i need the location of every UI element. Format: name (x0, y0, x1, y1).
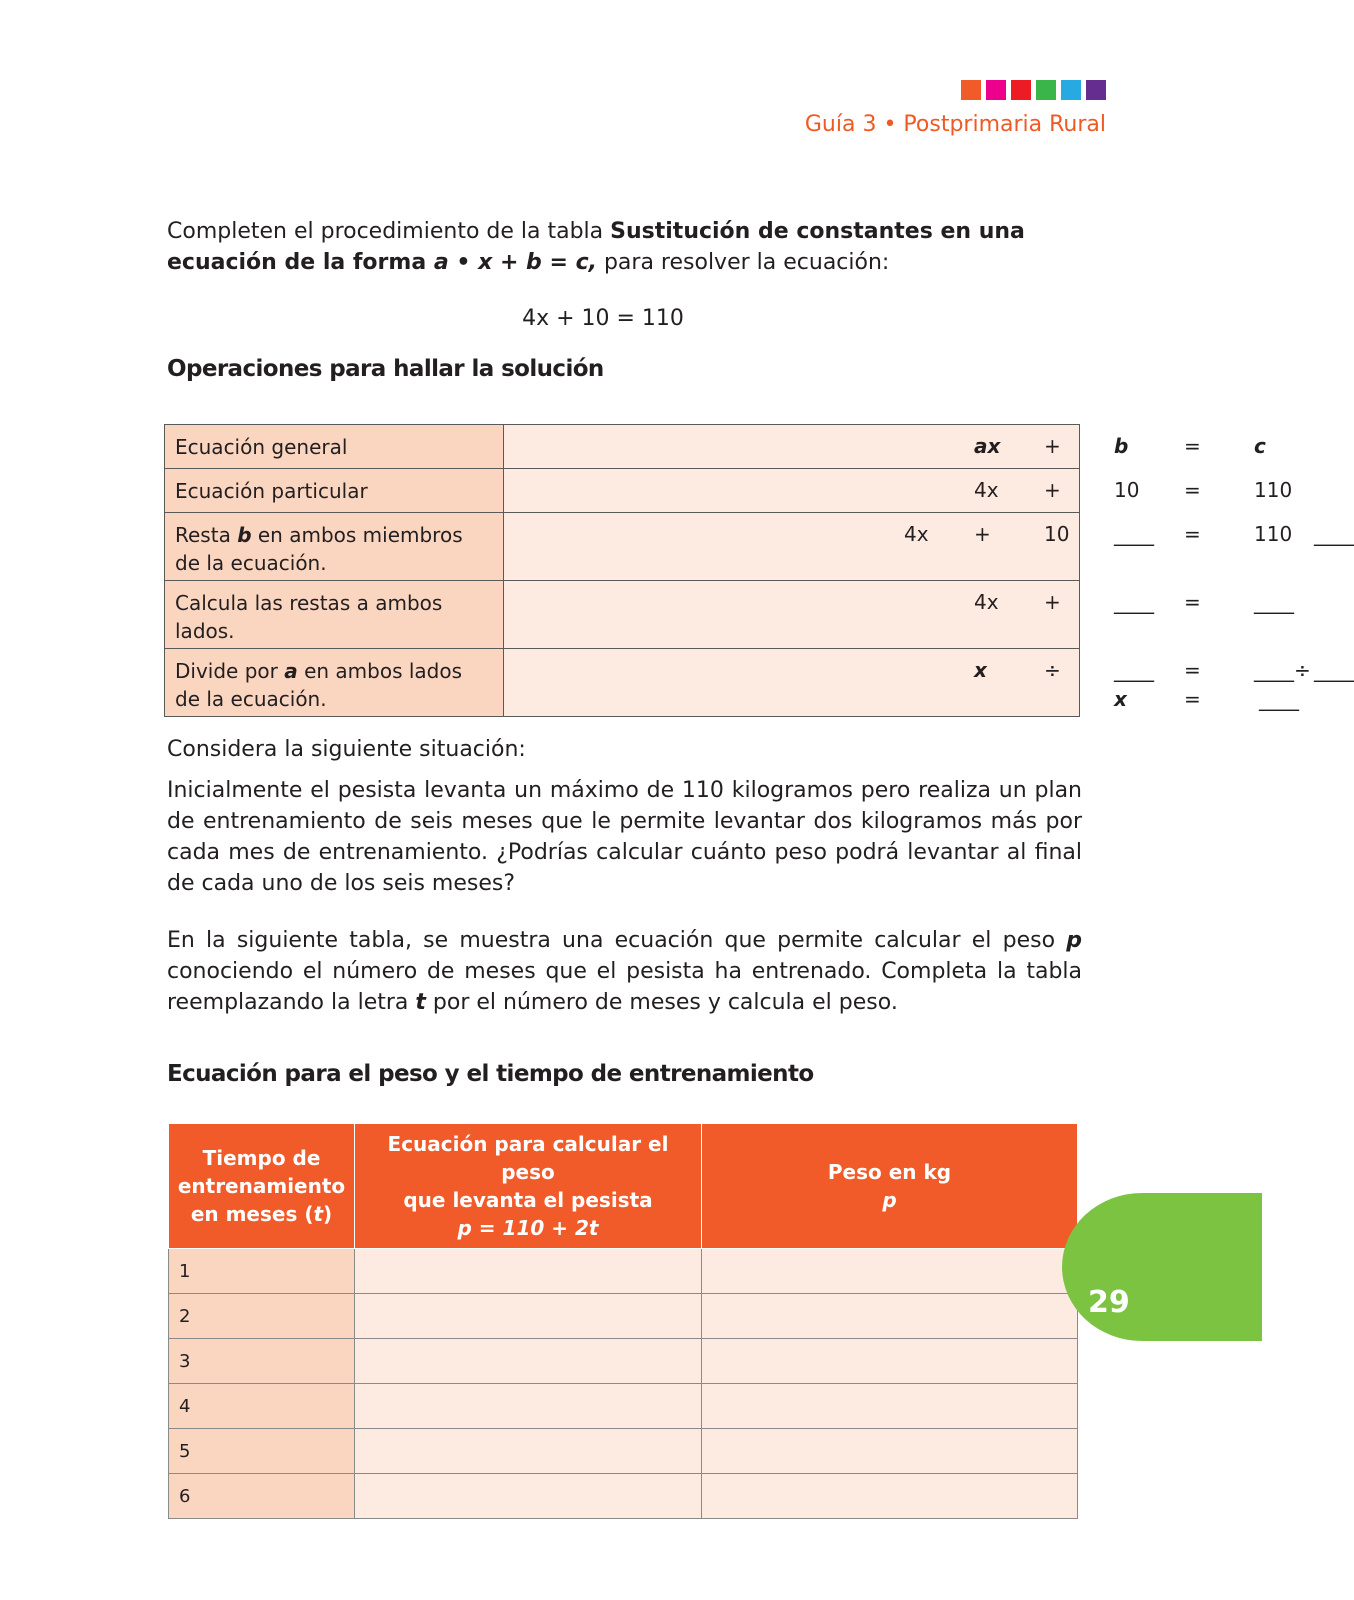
instruction-text: En la siguiente tabla, se muestra una ecuación que permite calcular el peso (167, 928, 1067, 953)
table-row (169, 1429, 1078, 1474)
op-divide: ÷ (1044, 658, 1061, 682)
equation-cell[interactable] (355, 1429, 702, 1474)
header-time (169, 1124, 355, 1249)
label-text: en ambos miembros de la ecuación. (175, 523, 463, 575)
answer-blank[interactable]: ____ (1259, 687, 1299, 711)
month-cell: 6 (169, 1474, 355, 1519)
color-swatch (961, 80, 981, 100)
term-b: b (1114, 434, 1129, 458)
term-x: x (974, 658, 987, 682)
table-row (169, 1339, 1078, 1384)
color-swatch (986, 80, 1006, 100)
formula-x: x (478, 250, 493, 275)
ops-label: Ecuación general (165, 425, 504, 469)
weight-cell[interactable] (702, 1474, 1078, 1519)
term-ax: ax (974, 434, 1001, 458)
intro-text-end: para resolver la ecuación: (596, 250, 890, 275)
op-equals: = (1184, 658, 1201, 682)
weight-cell[interactable] (702, 1339, 1078, 1384)
month-cell: 1 (169, 1249, 355, 1294)
op-equals: = (1184, 522, 1201, 546)
var-t: t (313, 1202, 324, 1226)
ops-label (165, 649, 504, 717)
header-line: ) (323, 1202, 333, 1226)
var-p: p (1066, 928, 1082, 953)
ops-expression (504, 581, 1294, 649)
table2-title: Ecuación para el peso y el tiempo de entrenamiento (167, 1061, 814, 1087)
term-ax: 4x (904, 522, 929, 546)
term-x: x (1114, 687, 1127, 711)
ops-label: Calcula las restas a ambos lados. (165, 581, 504, 649)
month-cell: 3 (169, 1339, 355, 1384)
formula-c: c, (575, 250, 597, 275)
term-c: 110 (1254, 522, 1293, 546)
term-b: 10 (1044, 522, 1070, 546)
op-divide: ÷ (1294, 658, 1311, 682)
term-ax: 4x (974, 590, 999, 614)
table-row (169, 1474, 1078, 1519)
month-cell: 5 (169, 1429, 355, 1474)
label-text: Divide por (175, 659, 285, 683)
weight-table (168, 1123, 1078, 1519)
formula-a: a (433, 250, 449, 275)
header-line: Peso en kg (827, 1160, 952, 1184)
table-row (169, 1249, 1078, 1294)
answer-blank[interactable]: ____ (1254, 658, 1294, 682)
op-plus: + (1044, 590, 1061, 614)
header-formula: p = 110 + 2t (457, 1216, 599, 1240)
weight-cell[interactable] (702, 1249, 1078, 1294)
guide-label: Guía 3 (804, 112, 877, 137)
program-label: Postprimaria Rural (903, 112, 1106, 137)
header-line: que levanta el pesista (403, 1188, 653, 1212)
formula-dot: • (448, 250, 479, 275)
var-p: p (882, 1188, 897, 1212)
situation-text: Inicialmente el pesista levanta un máximo de 110 kilogramos pero realiza un plan de entrenamiento de seis meses que le permite levantar dos kilogramos más por cada mes de entrenamiento. ¿Podrías calcular cuánto peso podrá levantar al final de cada uno de los seis meses? (167, 778, 1082, 896)
label-var: b (237, 523, 252, 547)
term-ax: 4x (974, 478, 999, 502)
answer-blank[interactable]: ____ (1114, 522, 1154, 546)
answer-blank[interactable]: ____ (1114, 658, 1154, 682)
weight-cell[interactable] (702, 1294, 1078, 1339)
table-row (169, 1294, 1078, 1339)
instruction-paragraph (167, 925, 1082, 1018)
term-c: c (1254, 434, 1266, 458)
op-plus: + (1044, 478, 1061, 502)
op-plus: + (974, 522, 991, 546)
weight-cell[interactable] (702, 1384, 1078, 1429)
formula-plus: + (492, 250, 527, 275)
header-line: en meses ( (190, 1202, 314, 1226)
table-row (169, 1384, 1078, 1429)
header-weight (702, 1124, 1078, 1249)
op-equals: = (1184, 434, 1201, 458)
weight-table-header (169, 1124, 1078, 1249)
month-cell: 4 (169, 1384, 355, 1429)
ops-row-subtract (165, 513, 1080, 581)
formula-b: b (526, 250, 542, 275)
ops-table-title: Operaciones para hallar la solución (167, 356, 604, 382)
formula-eq: = (541, 250, 576, 275)
ops-label: Ecuación particular (165, 469, 504, 513)
intro-paragraph (167, 216, 1082, 278)
ops-row-general (165, 425, 1080, 469)
instruction-text: conociendo el número de meses que el pesista ha entrenado. Completa la tabla reemplazando la letra (167, 959, 1082, 1015)
target-equation: 4x + 10 = 110 (522, 306, 684, 331)
running-header (805, 112, 1106, 137)
op-plus: + (1044, 434, 1061, 458)
month-cell: 2 (169, 1294, 355, 1339)
op-equals: = (1184, 687, 1201, 711)
instruction-text: por el número de meses y calcula el peso. (425, 990, 898, 1015)
ops-expression (504, 649, 1354, 717)
intro-bold: Sustitución de constantes en una ecuación de la forma (167, 219, 1025, 275)
op-equals: = (1184, 590, 1201, 614)
equation-cell[interactable] (355, 1384, 702, 1429)
answer-blank[interactable]: ____ (1314, 522, 1354, 546)
page-number: 29 (1088, 1285, 1130, 1320)
var-t: t (415, 990, 426, 1015)
ops-label (165, 513, 504, 581)
label-text: en ambos lados de la ecuación. (175, 659, 463, 711)
operations-table (164, 424, 1354, 717)
header-line: Tiempo de (202, 1146, 321, 1170)
color-swatch (1086, 80, 1106, 100)
answer-blank[interactable]: ____ (1254, 590, 1294, 614)
header-bullet: • (883, 112, 897, 137)
equation-cell[interactable] (355, 1474, 702, 1519)
intro-text: Completen el procedimiento de la tabla (167, 219, 611, 244)
label-var: a (284, 659, 298, 683)
ops-row-divide (165, 649, 1080, 717)
ops-row-calculate (165, 581, 1080, 649)
term-b: 10 (1114, 478, 1140, 502)
answer-blank[interactable]: ____ (1314, 658, 1354, 682)
color-swatch (1011, 80, 1031, 100)
color-swatch (1036, 80, 1056, 100)
equation-cell[interactable] (355, 1339, 702, 1384)
term-c: 110 (1254, 478, 1293, 502)
color-swatch (1061, 80, 1081, 100)
ops-expression (504, 425, 1266, 469)
ops-expression (504, 469, 1293, 513)
weight-cell[interactable] (702, 1429, 1078, 1474)
equation-cell[interactable] (355, 1249, 702, 1294)
label-text: Resta (175, 523, 238, 547)
ops-expression (504, 513, 1354, 581)
op-equals: = (1184, 478, 1201, 502)
situation-title: Considera la siguiente situación: (167, 737, 526, 762)
equation-cell[interactable] (355, 1294, 702, 1339)
header-line: Ecuación para calcular el peso (387, 1132, 669, 1184)
header-equation (355, 1124, 702, 1249)
ops-row-particular (165, 469, 1080, 513)
answer-blank[interactable]: ____ (1114, 590, 1154, 614)
header-line: entrenamiento (177, 1174, 346, 1198)
